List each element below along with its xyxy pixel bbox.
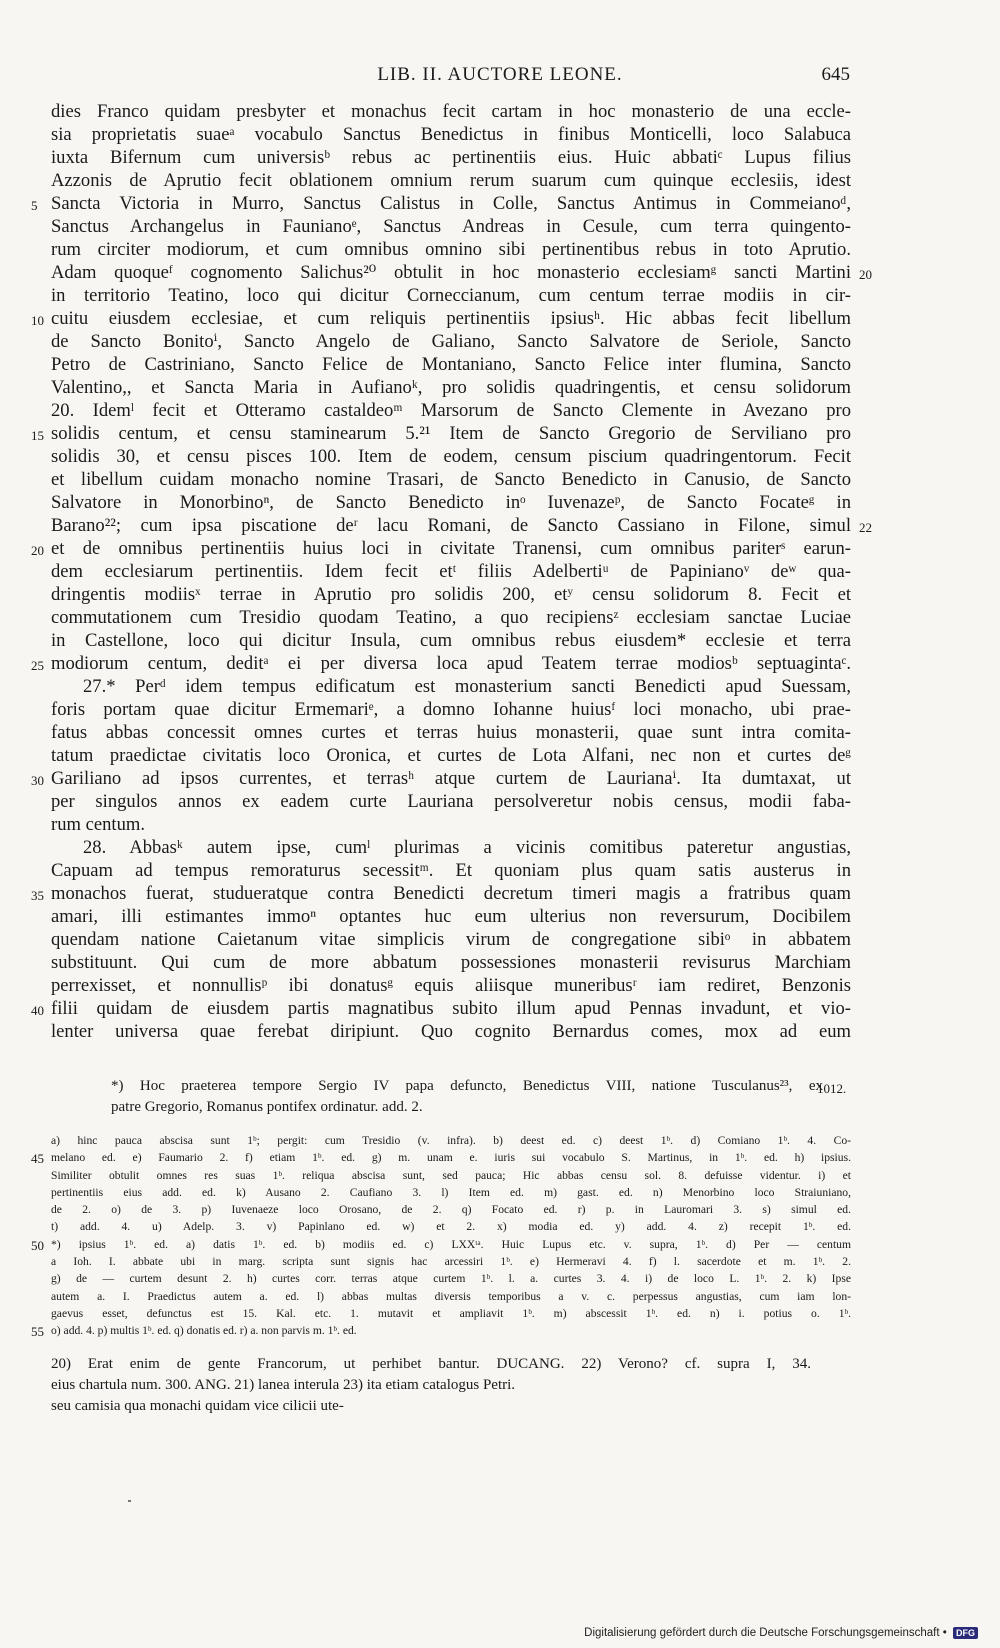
text-line: [51, 698, 851, 721]
line-text: lenter universa quae ferebat diripiunt. Quo cognito Bernardus comes, mox ad eum: [51, 1021, 851, 1042]
line-number: 5: [31, 198, 38, 213]
line-text: dem ecclesiarum pertinentiis. Idem fecit etᵗ filiis Adelbertiᵘ de Papinianoᵛ deʷ qua-: [51, 561, 851, 582]
margin-note: 1012.: [817, 1081, 847, 1096]
note-line: [111, 1097, 823, 1118]
line-number: 30: [31, 773, 44, 788]
line-text: autem a. I. Praedictus autem a. ed. l) abbas multas diversis temporibus a v. c. perpessus angustias, cum iam lon-: [51, 1289, 851, 1303]
margin-note: 22: [859, 520, 872, 535]
margin-note: 20: [859, 267, 872, 282]
page-number: 645: [821, 64, 850, 85]
line-text: 20. Idemˡ fecit et Otteramo castaldeoᵐ Marsorum de Sancto Clemente in Avezano pro: [51, 400, 851, 421]
text-line: [51, 215, 851, 238]
apparatus-line: [31, 1322, 851, 1340]
line-text: 28. Abbasᵏ autem ipse, cumˡ plurimas a vicinis comitibus pateretur angustias,: [83, 837, 851, 858]
text-line: [51, 514, 872, 537]
text-line: [51, 790, 851, 813]
line-text: Salvatore in Monorbinoⁿ, de Sancto Benedicto inᵒ Iuvenazeᵖ, de Sancto Focateᵍ in: [51, 492, 851, 513]
line-text: amari, illi estimantes immoⁿ optantes huc eum ulterius non reversurum, Docibilem: [51, 906, 851, 927]
line-text: Gariliano ad ipsos currentes, et terrasʰ atque curtem de Laurianaⁱ. Ita dumtaxat, ut: [51, 768, 851, 789]
line-text: rum circiter modiorum, et cum omnibus omnino sibi pertinentibus rebus in toto Aprutio.: [51, 239, 851, 260]
line-text: solidis 30, et censu pisces 100. Item de eodem, censum piscium quadringentorum. Fecit: [51, 446, 851, 467]
text-line: [51, 629, 851, 652]
line-text: eius chartula num. 300. ANG. 21) lanea interula 23) ita etiam catalogus Petri.: [51, 1377, 516, 1393]
running-title: LIB. II. AUCTORE LEONE.: [377, 64, 623, 85]
text-line: [31, 192, 851, 215]
apparatus-line: [51, 1253, 851, 1270]
text-line: [51, 330, 851, 353]
apparatus-line: [31, 1149, 851, 1167]
line-text: tatum praedictae civitatis loco Oronica, et curtes de Lota Alfani, nec non et curtes deᵍ: [51, 745, 851, 766]
text-line: [51, 744, 851, 767]
credit-text: Digitalisierung gefördert durch die Deutsche Forschungsgemeinschaft •: [584, 1627, 947, 1639]
line-text: Barano²²; cum ipsa piscatione deʳ lacu Romani, de Sancto Cassiano in Filone, simul: [51, 515, 851, 536]
apparatus-line: [51, 1288, 851, 1305]
footnote-line: [51, 1375, 811, 1396]
dfg-logo: DFG: [953, 1627, 978, 1639]
text-line: [51, 836, 851, 859]
line-text: et de omnibus pertinentiis huius loci in civitate Tranensi, cum omnibus pariterˢ earun-: [51, 538, 851, 559]
line-text: Adam quoqueᶠ cognomento Salichus²⁰ obtulit in hoc monasterio ecclesiamᵍ sancti Martini: [51, 262, 851, 283]
text-line: [51, 146, 851, 169]
line-text: seu camisia qua monachi quidam vice cilicii ute-: [51, 1398, 344, 1414]
line-text: melano ed. e) Faumario 2. f) etiam 1ᵇ. ed. g) m. unam e. iuris sui vocabulo S. Martinus, in 1ᵇ. ed. h) ipsius.: [51, 1151, 851, 1165]
line-text: rum centum.: [51, 814, 145, 835]
line-text: perrexisset, et nonnullisᵖ ibi donatusᵍ equis aliisque muneribusʳ iam rediret, Benzonis: [51, 975, 851, 996]
line-text: *) ipsius 1ᵇ. ed. a) datis 1ᵇ. ed. b) modiis ed. c) LXXᵗᵃ. Huic Lupus etc. v. supra, 1ᵇ. d) Per — centum: [51, 1237, 851, 1251]
text-line: [51, 606, 851, 629]
line-text: commutationem cum Tresidio quodam Teatino, a quo recipiensᶻ ecclesiam sanctae Luciae: [51, 607, 851, 628]
text-line: [51, 974, 851, 997]
line-text: monachos fuerat, studueratque contra Benedicti decretum timeri magis a fratribus quam: [51, 883, 851, 904]
line-text: Petro de Castriniano, Sancto Felice de Montaniano, Sancto Felice inter flumina, Sancto: [51, 354, 851, 375]
line-text: per singulos annos ex eadem curte Lauriana persolveretur nobis census, modii faba-: [51, 791, 851, 812]
running-header: [0, 64, 1000, 94]
line-text: gaevus esset, defunctus est 15. Kal. etc. 1. mutavit et ampliavit 1ᵇ. m) abscessit 1ᵇ. ed. n) i. potius o. 1ᵇ.: [51, 1306, 851, 1320]
apparatus-line: [51, 1167, 851, 1184]
apparatus-line: [51, 1218, 851, 1235]
text-line: [31, 307, 851, 330]
text-line: [51, 376, 851, 399]
line-text: 20) Erat enim de gente Francorum, ut perhibet bantur. DUCANG. 22) Verono? cf. supra I, 34.: [51, 1356, 811, 1372]
line-number: 10: [31, 313, 44, 328]
text-line: [51, 445, 851, 468]
text-line: [51, 859, 851, 882]
line-text: de Sancto Bonitoⁱ, Sancto Angelo de Galiano, Sancto Salvatore de Seriole, Sancto: [51, 331, 851, 352]
text-line: [51, 813, 851, 836]
line-text: dringentis modiisˣ terrae in Aprutio pro solidis 200, etʸ censu solidorum 8. Fecit et: [51, 584, 851, 605]
line-text: 27.* Perᵈ idem tempus edificatum est monasterium sancti Benedicti apud Suessam,: [83, 676, 851, 697]
line-text: de 2. o) de 3. p) Iuvenaeze loco Orosano, de 2. q) Focato ed. r) p. in Lauromari 3. s) simul ed.: [51, 1203, 851, 1217]
apparatus-line: [31, 1236, 851, 1253]
line-text: Similiter obtulit omnes res suas 1ᵇ. reliqua abscisa sunt, sed pauca; Hic abbas censu sol. 8. defuisse videntur. i) et: [51, 1168, 851, 1182]
text-line: [51, 905, 851, 928]
line-text: fatus abbas concessit omnes curtes et terras huius monasterii, quae sunt intra comita-: [51, 722, 851, 743]
line-number: 20: [31, 543, 44, 558]
line-text: g) de — curtem desunt 2. h) curtes corr. terras atque curtem 1ᵇ. l. a. curtes 3. 4. i) de loco L. 1ᵇ. 2. k) Ipse: [51, 1272, 851, 1286]
line-text: solidis centum, et censu staminearum 5.²¹ Item de Sancto Gregorio de Serviliano pro: [51, 423, 851, 444]
text-line: [31, 422, 851, 445]
critical-apparatus: [31, 1132, 851, 1340]
asterisk-note: [111, 1076, 847, 1118]
note-line: [111, 1076, 847, 1097]
text-line: [51, 123, 851, 146]
line-text: Azzonis de Aprutio fecit oblationem omnium rerum suarum cum quinque ecclesiis, idest: [51, 170, 851, 191]
line-text: filii quidam de eiusdem partis magnatibus subito illum apud Pennas invadunt, et vio-: [51, 998, 851, 1019]
text-line: [51, 583, 851, 606]
line-number: 15: [31, 428, 44, 443]
text-line: [51, 675, 851, 698]
footnotes: [51, 1354, 811, 1417]
line-text: in territorio Teatino, loco qui dicitur Corneccianum, cum centum terrae modiis in cir-: [51, 285, 851, 306]
line-text: foris portam quae dicitur Ermemariᵉ, a domno Iohanne huiusᶠ loci monacho, ubi prae-: [51, 699, 851, 720]
line-text: Sancta Victoria in Murro, Sanctus Calistus in Colle, Sanctus Antimus in Commeianoᵈ,: [51, 193, 851, 214]
apparatus-line: [51, 1201, 851, 1218]
text-line: [51, 169, 851, 192]
line-text: *) Hoc praeterea tempore Sergio IV papa defuncto, Benedictus VIII, natione Tusculanus²³, ex: [111, 1078, 823, 1094]
line-text: cuitu eiusdem ecclesiae, et cum reliquis pertinentiis ipsiusʰ. Hic abbas fecit libellum: [51, 308, 851, 329]
line-text: o) add. 4. p) multis 1ᵇ. ed. q) donatis ed. r) a. non parvis m. 1ᵇ. ed.: [51, 1324, 357, 1338]
line-number: 50: [31, 1237, 44, 1253]
line-text: sia proprietatis suaeᵃ vocabulo Sanctus Benedictus in finibus Monticelli, loco Salabuca: [51, 124, 851, 145]
line-text: t) add. 4. u) Adelp. 3. v) Papinlano ed. w) et 2. x) modia ed. y) add. 4. z) recepit 1ᵇ. ed.: [51, 1220, 851, 1234]
text-line: [31, 767, 851, 790]
text-line: [51, 284, 851, 307]
line-text: Valentino,, et Sancta Maria in Aufianoᵏ, pro solidis quadringentis, et censu solidorum: [51, 377, 851, 398]
text-line: [31, 537, 851, 560]
main-text: [31, 100, 872, 1043]
text-line: [51, 928, 851, 951]
footnote-line: [51, 1396, 811, 1417]
text-line: [51, 261, 872, 284]
line-number: 45: [31, 1151, 44, 1167]
line-text: iuxta Bifernum cum universisᵇ rebus ac pertinentiis eius. Huic abbatiᶜ Lupus filius: [51, 147, 851, 168]
line-text: et libellum cuidam monacho nomine Trasari, de Sancto Benedicto in Canusio, de Sancto: [51, 469, 851, 490]
text-line: [31, 652, 851, 675]
line-text: patre Gregorio, Romanus pontifex ordinatur. add. 2.: [111, 1099, 423, 1115]
text-line: [31, 997, 851, 1020]
line-text: substituunt. Qui cum de more abbatum possessiones monasterii revisurus Marchiam: [51, 952, 851, 973]
line-text: a Ioh. I. abbate ubi in marg. scripta sunt signis hac arcessiri 1ᵇ. e) Hermeravi 4. f) l. sacerdote et m. 1ᵇ. 2.: [51, 1255, 851, 1269]
text-line: [51, 1020, 851, 1043]
line-text: quendam natione Caietanum vitae simplicis virum de congregatione sibiᵒ in abbatem: [51, 929, 851, 950]
apparatus-line: [51, 1132, 851, 1149]
line-number: 35: [31, 888, 44, 903]
line-text: Capuam ad tempus remoraturus secessitᵐ. Et quoniam plus quam satis austerus in: [51, 860, 851, 881]
line-number: 40: [31, 1003, 44, 1018]
text-line: [51, 491, 851, 514]
apparatus-line: [51, 1305, 851, 1322]
line-number: 25: [31, 658, 44, 673]
line-text: a) hinc pauca abscisa sunt 1ᵇ; pergit: cum Tresidio (v. infra). b) deest ed. c) deest 1ᵇ. d) Comiano 1ᵇ. 4. Co-: [51, 1134, 851, 1147]
text-line: [51, 353, 851, 376]
line-text: modiorum centum, deditᵃ ei per diversa loca apud Teatem terrae modiosᵇ septuagintaᶜ.: [51, 653, 851, 674]
apparatus-line: [51, 1270, 851, 1287]
text-line: [51, 100, 851, 123]
apparatus-line: [51, 1184, 851, 1201]
digitization-credit: [584, 1627, 978, 1639]
line-text: Sanctus Archangelus in Faunianoᵉ, Sanctus Andreas in Cesule, cum terra quingento-: [51, 216, 851, 237]
text-line: [51, 721, 851, 744]
text-line: [31, 882, 851, 905]
scan-speck: [128, 1500, 131, 1502]
line-text: pertinentiis eius add. ed. k) Ausano 2. Caufiano 3. l) Item ed. m) gast. ed. n) Menorbino loco Straiuniano,: [51, 1185, 851, 1199]
text-line: [51, 560, 851, 583]
text-line: [51, 951, 851, 974]
line-text: dies Franco quidam presbyter et monachus fecit cartam in hoc monasterio de una eccle-: [51, 101, 851, 122]
line-text: in Castellone, loco qui dicitur Insula, cum omnibus rebus eiusdem* ecclesie et terra: [51, 630, 851, 651]
text-line: [51, 238, 851, 261]
text-line: [51, 468, 851, 491]
footnote-line: [51, 1354, 811, 1375]
text-line: [51, 399, 851, 422]
line-number: 55: [31, 1324, 44, 1340]
